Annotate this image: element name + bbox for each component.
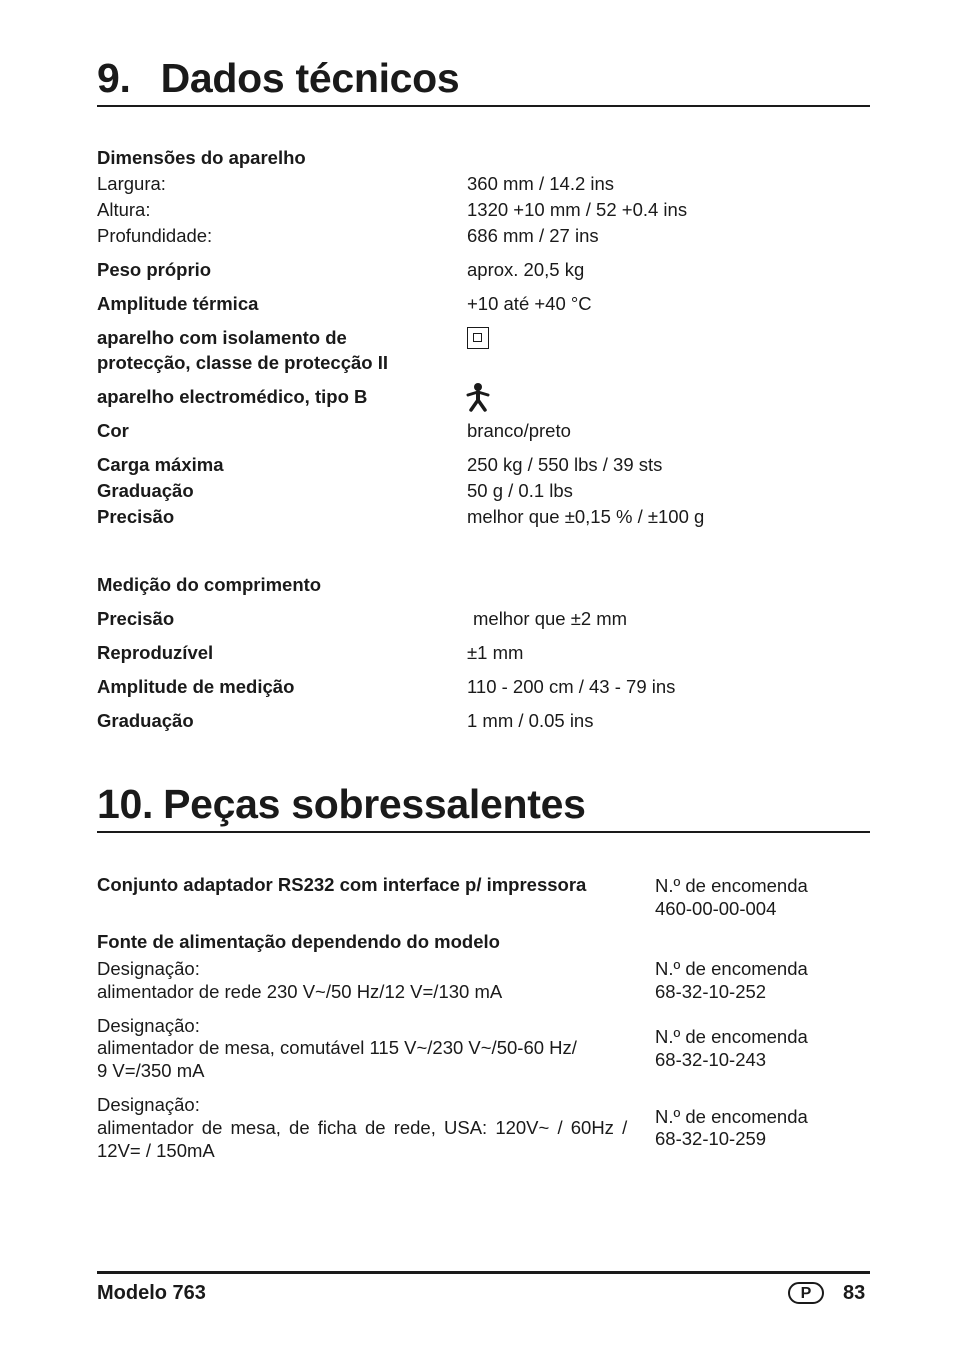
type-b-person-icon xyxy=(466,382,490,412)
maxload-label: Carga máxima xyxy=(97,454,224,475)
precision-label: Precisão xyxy=(97,506,175,527)
weight-label: Peso próprio xyxy=(97,259,212,280)
item3-description-line-1: alimentador de mesa, de ficha de rede, USA: 120V~ / 60Hz / xyxy=(97,1117,628,1138)
reproducible-value: ±1 mm xyxy=(467,642,524,663)
class-ii-double-square-icon xyxy=(467,327,489,349)
color-label: Cor xyxy=(97,420,129,441)
page-number: 83 xyxy=(843,1282,866,1304)
reproducible-label: Reproduzível xyxy=(97,642,214,663)
section-9-rule xyxy=(97,105,870,107)
insulation-label-line-2: protecção, classe de protecção II xyxy=(97,352,388,373)
item1-order-number: 68-32-10-252 xyxy=(655,981,767,1002)
item3-description-line-2: 12V= / 150mA xyxy=(97,1140,215,1161)
item1-designation-label: Designação: xyxy=(97,958,200,979)
rs232-order-label: N.º de encomenda xyxy=(655,875,808,896)
thermal-value: +10 até +40 °C xyxy=(467,293,592,314)
item2-designation-label: Designação: xyxy=(97,1015,200,1036)
depth-label: Profundidade: xyxy=(97,225,213,246)
item3-order-label: N.º de encomenda xyxy=(655,1106,808,1127)
section-9-heading xyxy=(97,55,460,101)
item2-description-line-1: alimentador de mesa, comutável 115 V~/230 V~/50-60 Hz/ xyxy=(97,1037,577,1058)
weight-value: aprox. 20,5 kg xyxy=(467,259,585,280)
maxload-value: 250 kg / 550 lbs / 39 sts xyxy=(467,454,663,475)
item2-order-label: N.º de encomenda xyxy=(655,1026,808,1047)
item1-order-label: N.º de encomenda xyxy=(655,958,808,979)
section-10-number: 10. xyxy=(97,781,154,827)
rs232-order-number: 460-00-00-004 xyxy=(655,898,777,919)
insulation-label-line-1: aparelho com isolamento de xyxy=(97,327,347,348)
len-graduation-label: Graduação xyxy=(97,710,194,731)
section-10-title: Peças sobressalentes xyxy=(163,781,586,827)
item2-order-number: 68-32-10-243 xyxy=(655,1049,767,1070)
precision-value: melhor que ±0,15 % / ±100 g xyxy=(467,506,705,527)
language-badge: P xyxy=(788,1282,824,1304)
depth-value: 686 mm / 27 ins xyxy=(467,225,599,246)
length-heading: Medição do comprimento xyxy=(97,574,322,595)
item3-designation-label: Designação: xyxy=(97,1094,200,1115)
footer-model: Modelo 763 xyxy=(97,1282,206,1304)
len-graduation-value: 1 mm / 0.05 ins xyxy=(467,710,594,731)
width-value: 360 mm / 14.2 ins xyxy=(467,173,615,194)
range-value: 110 - 200 cm / 43 - 79 ins xyxy=(467,676,676,697)
color-value: branco/preto xyxy=(467,420,571,441)
section-9-number: 9. xyxy=(97,55,131,101)
width-label: Largura: xyxy=(97,173,166,194)
height-value: 1320 +10 mm / 52 +0.4 ins xyxy=(467,199,688,220)
rs232-label: Conjunto adaptador RS232 com interface p/ impressora xyxy=(97,874,587,895)
footer-rule xyxy=(97,1271,870,1274)
electromed-label: aparelho electromédico, tipo B xyxy=(97,386,368,407)
range-label: Amplitude de medição xyxy=(97,676,295,697)
height-label: Altura: xyxy=(97,199,151,220)
item1-description: alimentador de rede 230 V~/50 Hz/12 V=/130 mA xyxy=(97,981,503,1002)
item2-description-line-2: 9 V=/350 mA xyxy=(97,1060,205,1081)
len-precision-label: Precisão xyxy=(97,608,175,629)
graduation-label: Graduação xyxy=(97,480,194,501)
power-heading: Fonte de alimentação dependendo do modelo xyxy=(97,931,500,952)
item3-order-number: 68-32-10-259 xyxy=(655,1128,767,1149)
thermal-label: Amplitude térmica xyxy=(97,293,259,314)
section-9-title: Dados técnicos xyxy=(160,55,460,101)
section-10-heading xyxy=(97,781,586,827)
len-precision-value: melhor que ±2 mm xyxy=(473,608,628,629)
graduation-value: 50 g / 0.1 lbs xyxy=(467,480,573,501)
dimensions-heading: Dimensões do aparelho xyxy=(97,147,306,168)
section-10-rule xyxy=(97,831,870,833)
